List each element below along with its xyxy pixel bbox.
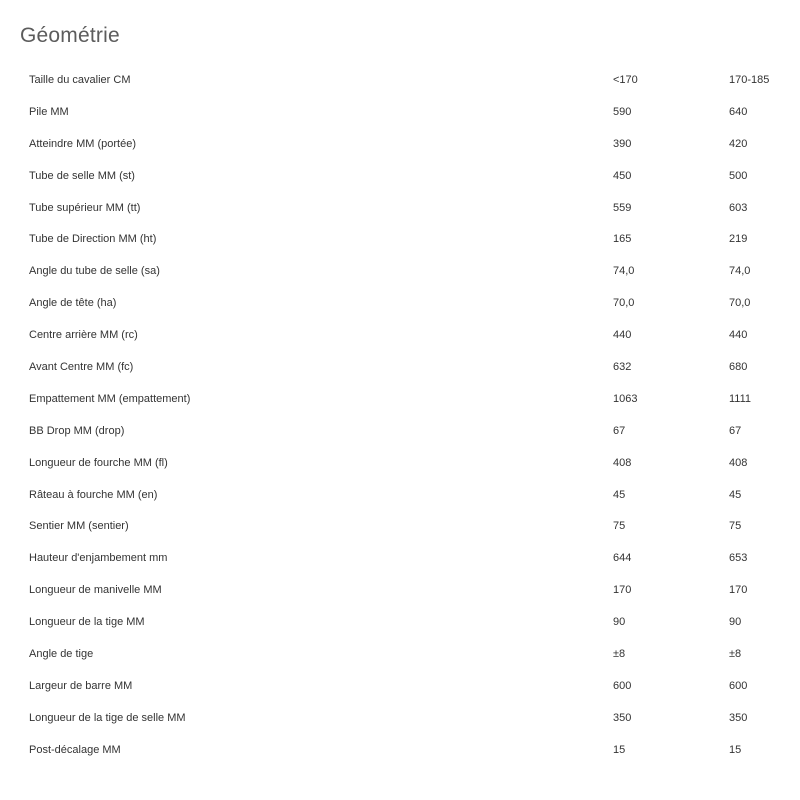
size-1-value: 559 (613, 201, 632, 214)
table-row (20, 319, 800, 351)
row-label: Hauteur d'enjambement mm (29, 552, 168, 565)
row-label: Sentier MM (sentier) (29, 520, 129, 533)
size-1-value: 74,0 (613, 265, 635, 278)
size-2-value: 74,0 (729, 265, 751, 278)
size-2-value: 1111 (729, 392, 752, 405)
size-2-value: 70,0 (729, 297, 751, 310)
table-row (20, 734, 800, 766)
size-2-value: 45 (729, 488, 742, 501)
table-row (20, 702, 800, 734)
size-1-value: 165 (613, 233, 632, 246)
table-row (20, 415, 800, 447)
size-1-value: 15 (613, 743, 626, 756)
row-label: Longueur de la tige de selle MM (29, 711, 186, 724)
table-row (20, 510, 800, 542)
row-label: Avant Centre MM (fc) (29, 360, 134, 373)
row-label: Tube de Direction MM (ht) (29, 233, 157, 246)
table-row (20, 574, 800, 606)
size-2-value: 90 (729, 616, 742, 629)
table-row (20, 255, 800, 287)
size-2-value: 219 (729, 233, 748, 246)
table-row (20, 479, 800, 511)
row-label: BB Drop MM (drop) (29, 424, 125, 437)
size-1-value: 350 (613, 711, 632, 724)
size-2-value: 420 (729, 137, 748, 150)
size-1-value: 170 (613, 584, 632, 597)
row-label: Pile MM (29, 105, 69, 118)
row-label: Tube de selle MM (st) (29, 169, 135, 182)
size-2-value: ±8 (729, 647, 742, 660)
table-row (20, 670, 800, 702)
geometry-table-body (20, 64, 800, 766)
size-1-value: 408 (613, 456, 632, 469)
size-1-value: 45 (613, 488, 626, 501)
row-label: Râteau à fourche MM (en) (29, 488, 158, 501)
size-2-value: 15 (729, 743, 742, 756)
size-2-value: 600 (729, 679, 748, 692)
row-label: Taille du cavalier CM (29, 73, 131, 86)
size-1-value: 450 (613, 169, 632, 182)
size-2-value: 170 (729, 584, 748, 597)
size-2-value: 500 (729, 169, 748, 182)
row-label: Post-décalage MM (29, 743, 121, 756)
table-row (20, 96, 800, 128)
row-label: Tube supérieur MM (tt) (29, 201, 141, 214)
table-row (20, 383, 800, 415)
row-label: Angle de tige (29, 647, 94, 660)
row-label: Empattement MM (empattement) (29, 392, 191, 405)
row-label: Angle de tête (ha) (29, 297, 117, 310)
geometry-table (20, 64, 800, 766)
size-2-value: 440 (729, 329, 748, 342)
size-1-value: <170 (613, 73, 638, 86)
table-row (20, 192, 800, 224)
size-1-value: 67 (613, 424, 626, 437)
size-1-value: ±8 (613, 647, 626, 660)
row-label: Longueur de la tige MM (29, 616, 145, 629)
row-label: Angle du tube de selle (sa) (29, 265, 160, 278)
table-row (20, 638, 800, 670)
size-1-value: 390 (613, 137, 632, 150)
table-row (20, 351, 800, 383)
table-row (20, 223, 800, 255)
table-row (20, 542, 800, 574)
table-row (20, 64, 800, 96)
size-1-value: 70,0 (613, 297, 635, 310)
table-row (20, 128, 800, 160)
size-2-value: 653 (729, 552, 748, 565)
size-2-value: 680 (729, 360, 748, 373)
size-1-value: 644 (613, 552, 632, 565)
table-row (20, 447, 800, 479)
size-2-value: 603 (729, 201, 748, 214)
size-2-value: 170-185 (729, 73, 770, 86)
row-label: Largeur de barre MM (29, 679, 133, 692)
size-2-value: 67 (729, 424, 742, 437)
size-1-value: 1063 (613, 392, 638, 405)
size-1-value: 90 (613, 616, 626, 629)
size-1-value: 75 (613, 520, 626, 533)
size-2-value: 640 (729, 105, 748, 118)
size-1-value: 600 (613, 679, 632, 692)
table-row (20, 160, 800, 192)
size-2-value: 350 (729, 711, 748, 724)
table-row (20, 287, 800, 319)
size-2-value: 75 (729, 520, 742, 533)
size-1-value: 440 (613, 329, 632, 342)
size-1-value: 632 (613, 360, 632, 373)
row-label: Atteindre MM (portée) (29, 137, 136, 150)
table-row (20, 606, 800, 638)
size-2-value: 408 (729, 456, 748, 469)
size-1-value: 590 (613, 105, 632, 118)
row-label: Longueur de fourche MM (fl) (29, 456, 168, 469)
page-title: Géométrie (20, 24, 120, 47)
row-label: Centre arrière MM (rc) (29, 329, 138, 342)
row-label: Longueur de manivelle MM (29, 584, 162, 597)
